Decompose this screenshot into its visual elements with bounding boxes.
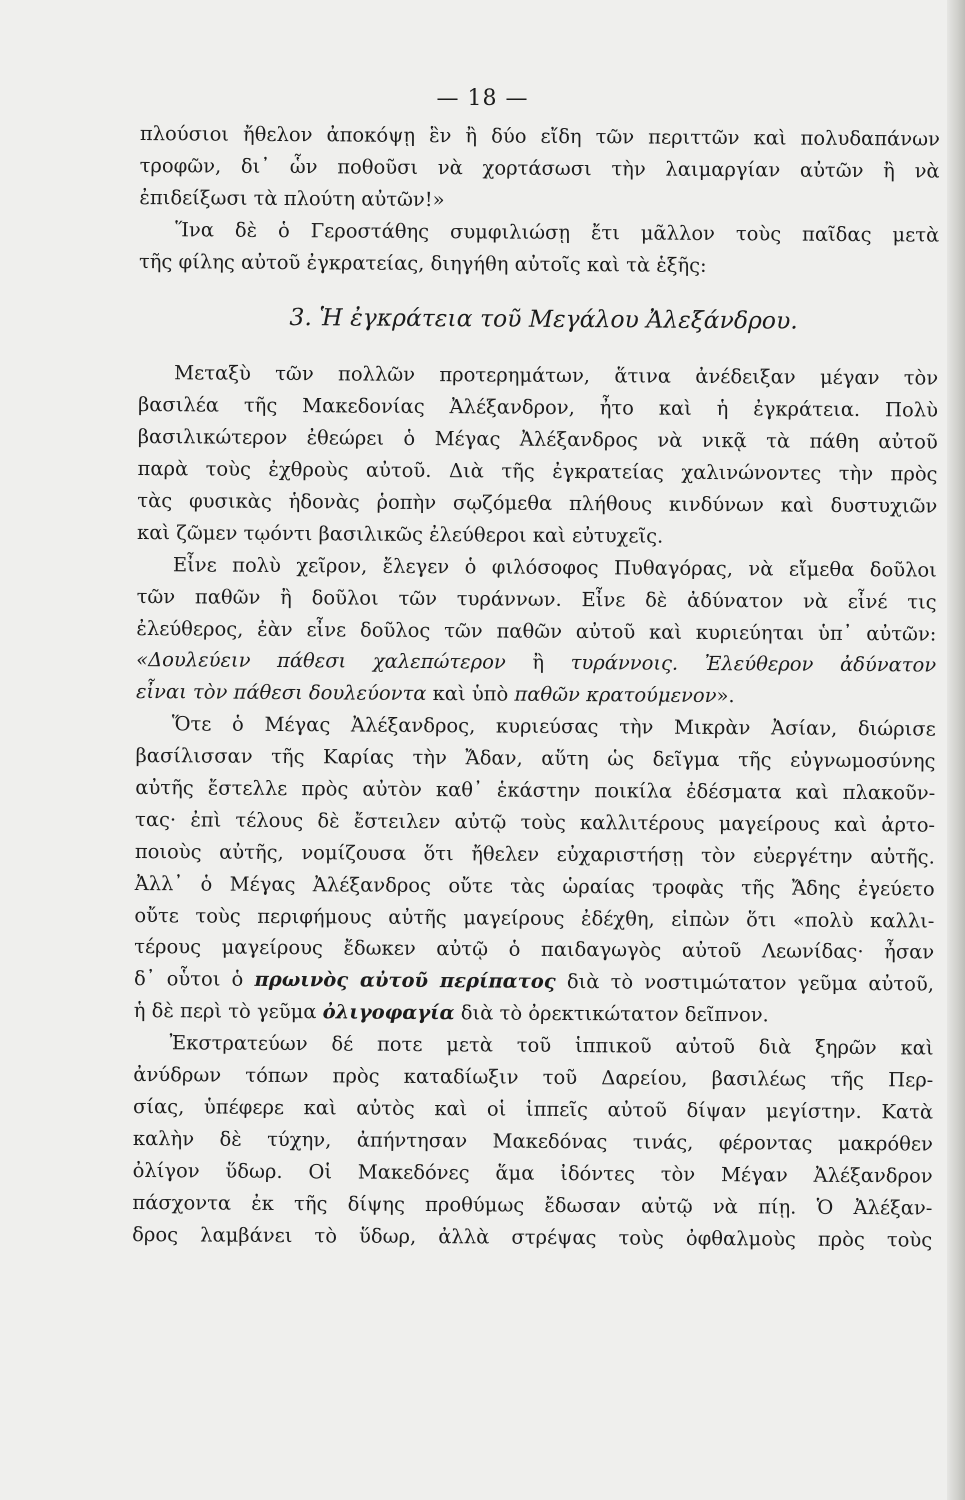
text-line: τὰς φυσικὰς ἡδονὰς ῥοπὴν σῳζόμεθα πλήθους κινδύνων καὶ δυστυχιῶν: [137, 489, 938, 518]
text-line: Μεταξὺ τῶν πολλῶν προτερημάτων, ἅτινα ἀνέδειξαν μέγαν τὸν: [174, 361, 939, 391]
text-line: αὐτῆς ἔστελλε πρὸς αὐτὸν καθ᾽ ἑκάστην ποικίλα ἐδέσματα καὶ πλακοῦν-: [135, 776, 936, 805]
emphasis-fragment: πρωινὸς αὐτοῦ περίπατος: [254, 968, 556, 994]
page-spine-shadow: [947, 0, 965, 1500]
section-heading: 3. Ἡ ἐγκράτεια τοῦ Μεγάλου Ἀλεξάνδρου.: [289, 303, 798, 336]
text-line: ἐλεύθερος, ἐὰν εἶνε δοῦλος τῶν παθῶν αὐτοῦ καὶ κυριεύηται ὑπ᾽ αὐτῶν:: [136, 616, 937, 646]
text-line: Εἶνε πολὺ χεῖρον, ἔλεγεν ὁ φιλόσοφος Πυθαγόρας, νὰ εἴμεθα δοῦλοι: [172, 553, 937, 582]
text-line: ποιοὺς αὐτῆς, νομίζουσα ὅτι ἤθελεν εὐχαριστήσῃ τὸν εὐεργέτην αὐτῆς.: [134, 839, 935, 869]
text-line: τῶν παθῶν ἢ δοῦλοι τῶν τυράννων. Εἶνε δὲ ἀδύνατον νὰ εἶνέ τις: [136, 584, 937, 614]
text-line: Ἐκστρατεύων δέ ποτε μετὰ τοῦ ἱππικοῦ αὐτοῦ διὰ ξηρῶν καὶ: [169, 1031, 934, 1060]
text-line: πάσχοντα ἐκ τῆς δίψης προθύμως ἔδωσαν αὐτῷ νὰ πίῃ. Ὁ Ἀλέξαν-: [132, 1190, 933, 1220]
text-line: τας· ἐπὶ τέλους δὲ ἔστειλεν αὐτῷ τοὺς καλλιτέρους μαγείρους καὶ ἀρτο-: [135, 807, 936, 837]
quote-fragment: ἢ: [505, 651, 571, 675]
text-line: πλούσιοι ἤθελον ἀποκόψῃ ἓν ἢ δύο εἴδη τῶν περιττῶν καὶ πολυδαπάνων: [139, 121, 940, 151]
text-line: ἐπιδείξωσι τὰ πλούτη αὐτῶν!»: [139, 185, 445, 211]
text-fragment: διὰ τὸ ὀρεκτικώτατον δεῖπνον.: [454, 1001, 769, 1027]
text-line: τέρους μαγείρους ἔδωκεν αὐτῷ ὁ παιδαγωγὸς αὐτοῦ Λεωνίδας· ἦσαν: [134, 935, 935, 965]
text-line: Ἵνα δὲ ὁ Γεροστάθης συμφιλιώσῃ ἔτι μᾶλλον τοὺς παῖδας μετὰ: [175, 217, 940, 247]
quote-fragment: ».: [716, 684, 735, 708]
page-number: — 18 —: [436, 86, 529, 111]
text-fragment: διὰ τὸ νοστιμώτατον γεῦμα αὐτοῦ,: [555, 970, 935, 996]
quote-fragment: τυράννοις. Ἐλεύθερον ἀδύνατον: [570, 651, 937, 678]
page-text: [132, 118, 940, 1256]
quote-fragment: καὶ: [426, 682, 472, 706]
emphasis-fragment: ὀλιγοφαγία: [322, 1000, 455, 1025]
text-line: ἀνύδρων τόπων πρὸς καταδίωξιν τοῦ Δαρείου, βασιλέως τῆς Περ-: [133, 1063, 934, 1092]
text-line: δρος λαμβάνει τὸ ὕδωρ, ἀλλὰ στρέψας τοὺς ὀφθαλμοὺς πρὸς τοὺς: [132, 1222, 933, 1252]
text-line: τῆς φίλης αὐτοῦ ἐγκρατείας, διηγήθη αὐτοῖς καὶ τὰ ἑξῆς:: [138, 249, 707, 277]
text-line: ὀλίγον ὕδωρ. Οἱ Μακεδόνες ἅμα ἰδόντες τὸν Μέγαν Ἀλέξανδρον: [132, 1158, 933, 1188]
text-line: βασιλικώτερον ἐθεώρει ὁ Μέγας Ἀλέξανδρος νὰ νικᾷ τὰ πάθη αὐτοῦ: [137, 425, 938, 454]
text-line: τροφῶν, δι᾽ ὧν ποθοῦσι νὰ χορτάσωσι τὴν λαιμαργίαν αὐτῶν ἢ νὰ: [139, 153, 940, 183]
text-line: καλὴν δὲ τύχην, ἀπήντησαν Μακεδόνας τινάς, φέροντας μακρόθεν: [132, 1126, 933, 1156]
text-line: καὶ ζῶμεν τῳόντι βασιλικῶς ἐλεύθεροι καὶ εὐτυχεῖς.: [137, 520, 664, 548]
text-line: Ὅτε ὁ Μέγας Ἀλέξανδρος, κυριεύσας τὴν Μικρὰν Ἀσίαν, διώρισε: [171, 712, 936, 741]
quote-fragment: ὑπὸ: [471, 682, 509, 706]
text-fragment: δ᾽ οὗτοι ὁ: [133, 967, 255, 992]
text-line: βασιλέα τῆς Μακεδονίας Ἀλέξανδρον, ἦτο καὶ ἡ ἐγκράτεια. Πολὺ: [137, 393, 939, 422]
quote-fragment: εἶναι τὸν πάθεσι δουλεύοντα: [135, 680, 427, 706]
text-line: βασίλισσαν τῆς Καρίας τὴν Ἄδαν, αὕτη ὡς δεῖγμα τῆς εὐγνωμοσύνης: [135, 744, 936, 773]
text-fragment: ἡ δὲ περὶ τὸ γεῦμα: [133, 999, 323, 1024]
quote-fragment: παθῶν κρατούμενον: [508, 682, 717, 708]
quote-fragment: «Δουλεύειν πάθεσι χαλεπώτερον: [136, 648, 506, 675]
text-line: Ἀλλ᾽ ὁ Μέγας Ἀλέξανδρος οὔτε τὰς ὡραίας τροφὰς τῆς Ἄδης ἐγεύετο: [134, 871, 935, 901]
text-line: παρὰ τοὺς ἐχθροὺς αὐτοῦ. Διὰ τῆς ἐγκρατείας χαλινώνοντες τὴν πρὸς: [137, 457, 938, 486]
text-line: οὔτε τοὺς περιφήμους αὐτῆς μαγείρους ἐδέχθη, εἰπὼν ὅτι «πολὺ καλλι-: [134, 903, 935, 933]
text-line: σίας, ὑπέφερε καὶ αὐτὸς καὶ οἱ ἱππεῖς αὐτοῦ δίψαν μεγίστην. Κατὰ: [133, 1094, 934, 1124]
